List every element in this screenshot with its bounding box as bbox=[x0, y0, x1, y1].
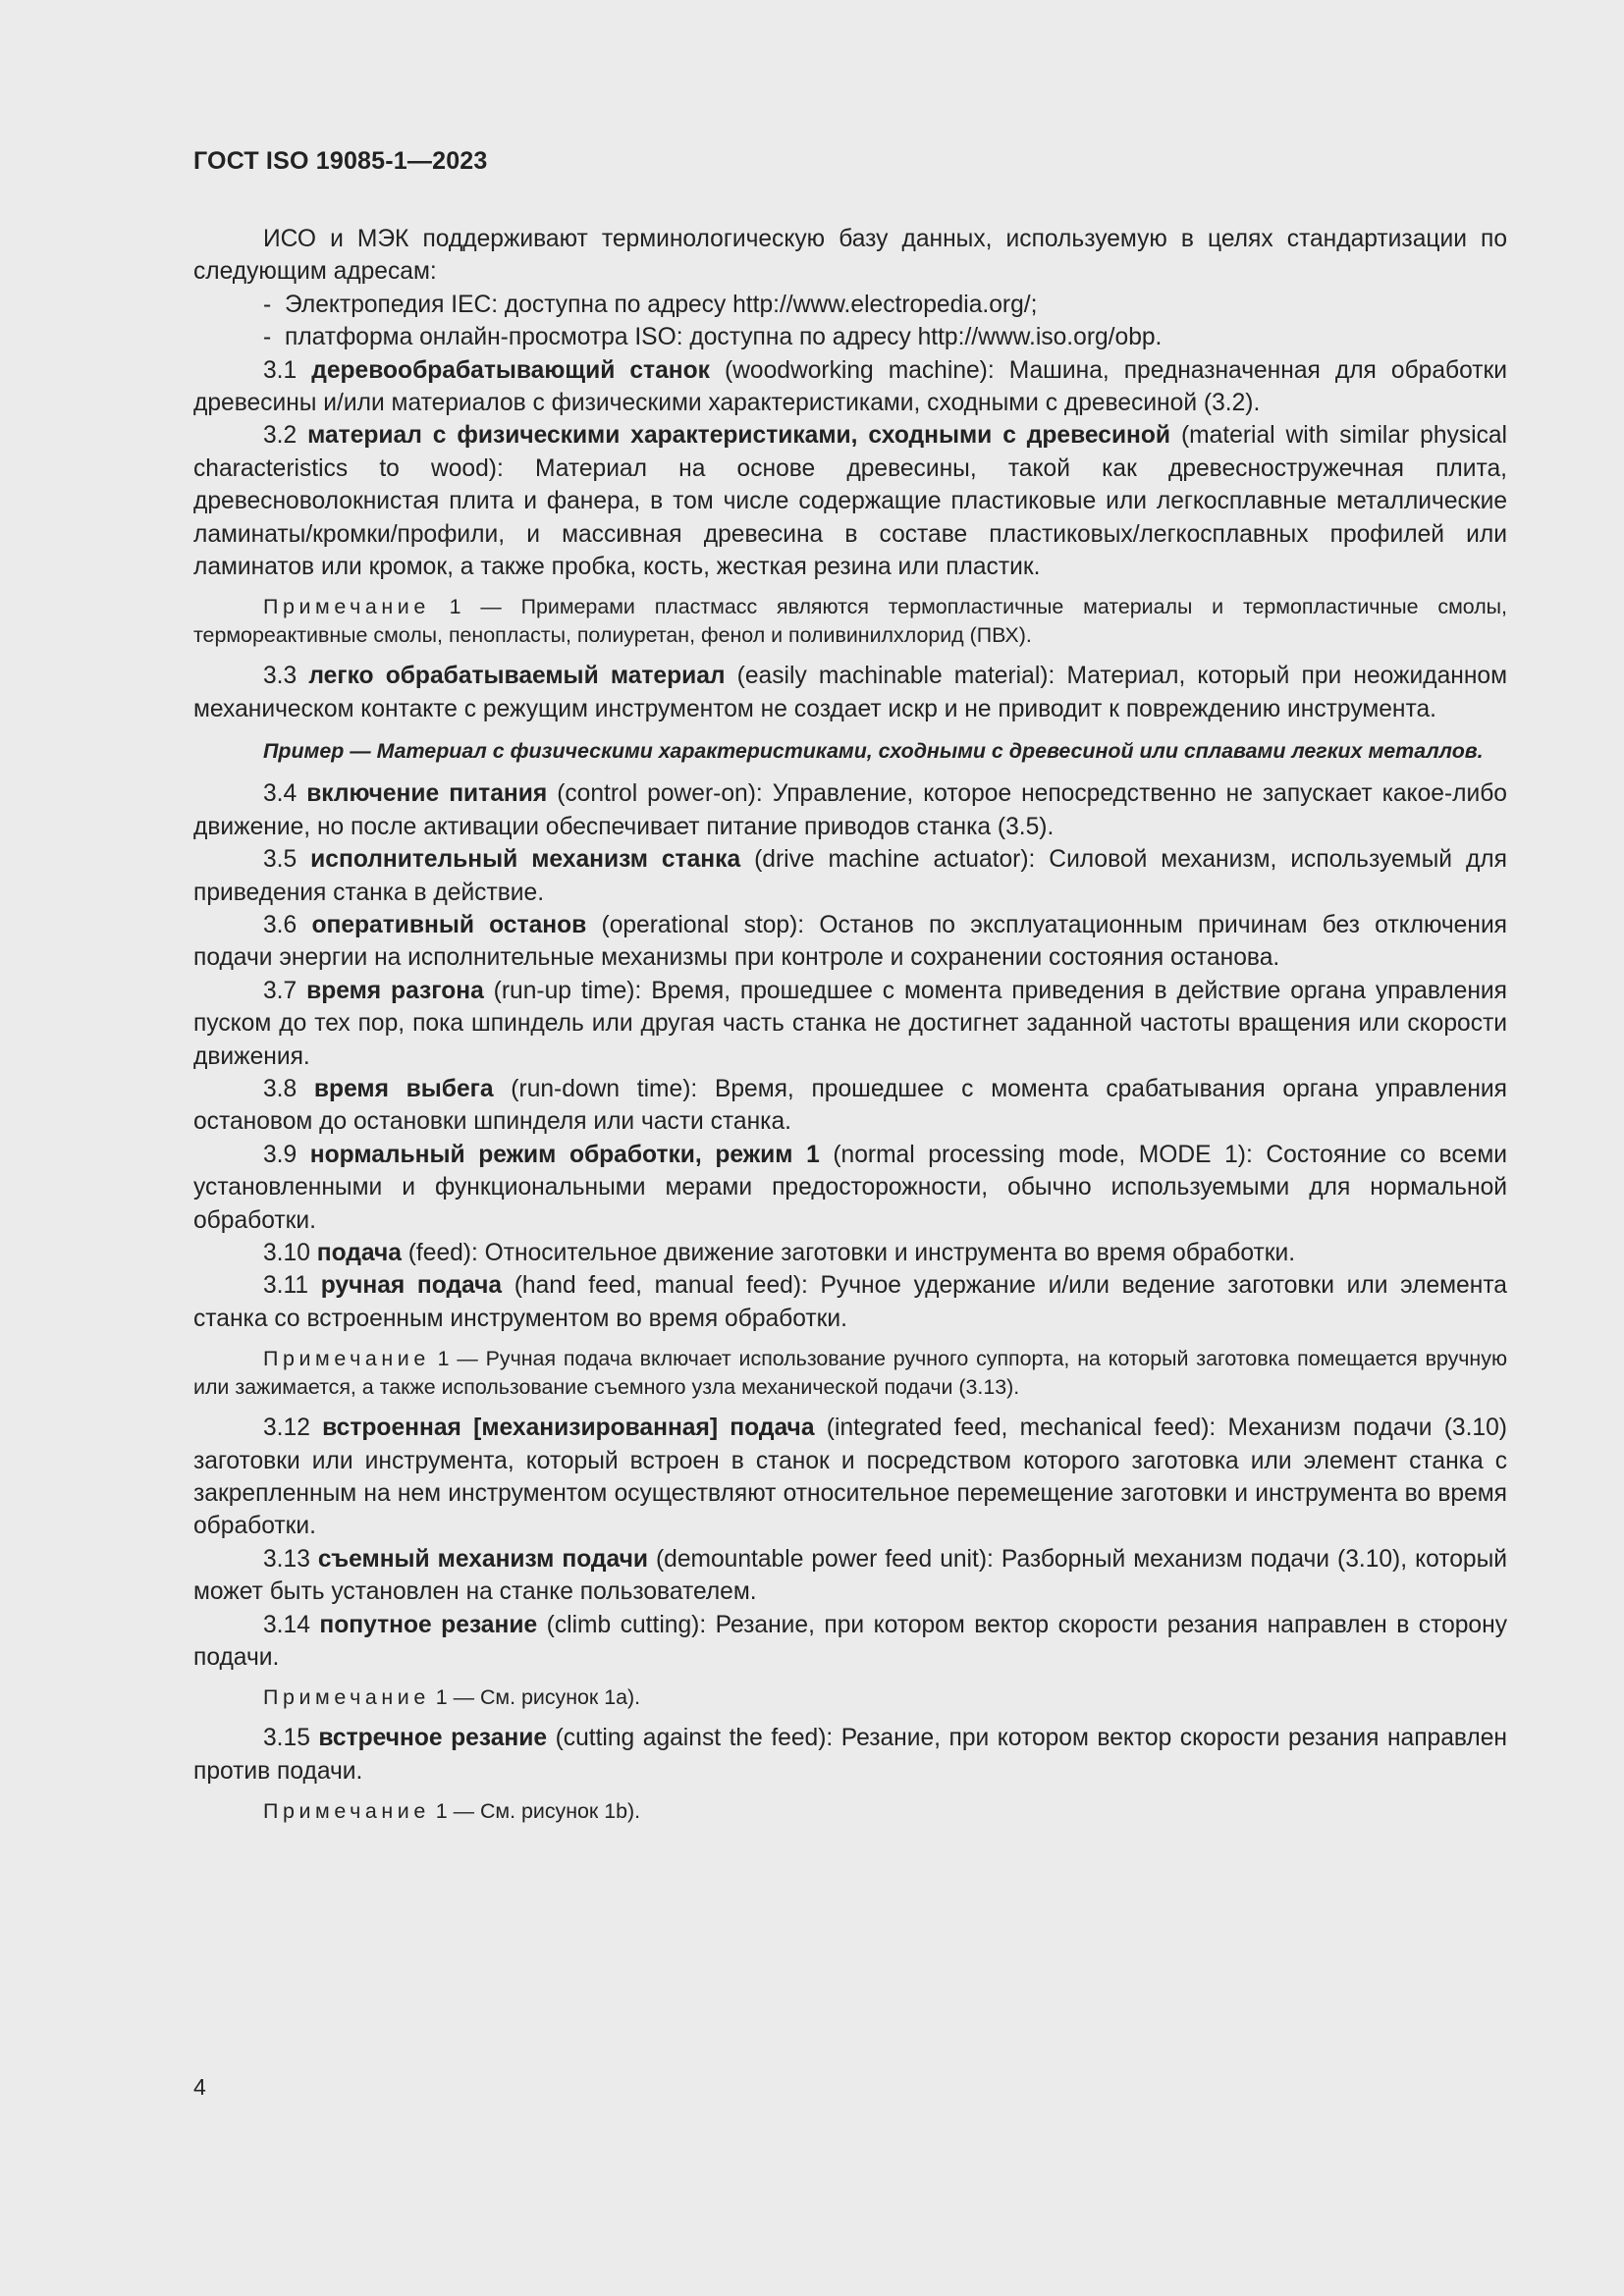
term-definition: (cutting against the feed): Резание, при котором вектор скорости резания направлен против подачи. bbox=[193, 1725, 1507, 1785]
dash-bullet-icon: - bbox=[263, 291, 272, 318]
list-item-text: платформа онлайн-просмотра ISO: доступна по адресу http://www.iso.org/obp. bbox=[285, 324, 1163, 351]
term-3-13 bbox=[193, 1543, 1507, 1609]
term-number: 3.14 bbox=[263, 1611, 310, 1638]
term-number: 3.7 bbox=[263, 977, 298, 1004]
list-item bbox=[193, 289, 1507, 321]
term-3-2 bbox=[193, 419, 1507, 583]
term-title: материал с физическими характеристиками, сходными с древесиной bbox=[307, 422, 1171, 450]
term-3-10 bbox=[193, 1237, 1507, 1269]
term-number: 3.4 bbox=[263, 780, 298, 808]
term-3-14 bbox=[193, 1609, 1507, 1675]
term-3-15 bbox=[193, 1722, 1507, 1788]
term-title: встречное резание bbox=[318, 1725, 548, 1752]
term-number: 3.10 bbox=[263, 1239, 310, 1266]
term-3-9 bbox=[193, 1139, 1507, 1237]
term-number: 3.15 bbox=[263, 1725, 310, 1752]
term-number: 3.9 bbox=[263, 1141, 298, 1168]
note-text: 1 — Примерами пластмасс являются термопластичные материалы и термопластичные смолы, термореактивные смолы, пенопласты, полиуретан, фенол и поливинилхлорид (ПВХ). bbox=[193, 595, 1507, 648]
term-title: попутное резание bbox=[319, 1611, 538, 1638]
term-title: ручная подача bbox=[320, 1272, 503, 1300]
term-definition: (hand feed, manual feed): Ручное удержание и/или ведение заготовки или элемента станка со встроенным инструментом во время обработки. bbox=[193, 1272, 1507, 1332]
term-3-1 bbox=[193, 354, 1507, 420]
term-number: 3.5 bbox=[263, 846, 298, 874]
term-number: 3.12 bbox=[263, 1415, 310, 1442]
term-title: время разгона bbox=[306, 977, 484, 1004]
term-definition: (easily machinable material): Материал, который при неожиданном механическом контакте с режущим инструментом не создает искр и не приводит к повреждению инструмента. bbox=[193, 663, 1507, 722]
term-3-6 bbox=[193, 909, 1507, 975]
note-text: 1 — См. рисунок 1a). bbox=[435, 1685, 641, 1710]
term-definition: (control power-on): Управление, которое непосредственно не запускает какое-либо движение, но после активации обеспечивает питание приводов станка (3.5). bbox=[193, 780, 1507, 840]
note-3-15 bbox=[193, 1797, 1507, 1826]
term-number: 3.6 bbox=[263, 911, 298, 938]
note-3-2 bbox=[193, 593, 1507, 650]
note-label: Примечание bbox=[263, 1347, 430, 1371]
term-3-3 bbox=[193, 660, 1507, 725]
term-definition: (integrated feed, mechanical feed): Механизм подачи (3.10) заготовки или инструмента, который встроен в станок и посредством которого заготовка или элемент станка с закрепленным на нем инструментом осуществляют относительное перемещение заготовки и инструмента во время обработки. bbox=[193, 1415, 1507, 1540]
document-body bbox=[193, 223, 1507, 1836]
term-title: деревообрабатывающий станок bbox=[311, 356, 710, 384]
note-3-11 bbox=[193, 1345, 1507, 1402]
term-3-11 bbox=[193, 1269, 1507, 1335]
term-number: 3.8 bbox=[263, 1075, 298, 1102]
note-label: Примечание bbox=[263, 1685, 430, 1710]
list-item bbox=[193, 321, 1507, 353]
term-3-8 bbox=[193, 1073, 1507, 1139]
term-title: легко обрабатываемый материал bbox=[308, 663, 726, 690]
term-3-7 bbox=[193, 975, 1507, 1073]
term-3-4 bbox=[193, 777, 1507, 843]
term-definition: (drive machine actuator): Силовой механизм, используемый для приведения станка в действие. bbox=[193, 846, 1507, 906]
example-3-3: Пример — Материал с физическими характеристиками, сходными с древесиной или сплавами легких металлов. bbox=[263, 739, 1484, 764]
term-definition: (feed): Относительное движение заготовки и инструмента во время обработки. bbox=[401, 1239, 1296, 1266]
term-definition: (material with similar physical characteristics to wood): Материал на основе древесины, такой как древесностружечная плита, древесноволокнистая плита и фанера, в том числе содержащие пластиковые или легкосплавные металлические ламинаты/кромки/профили, и массивная древесина в составе пластиковых/легкосплавных профилей или ламинатов или кромок, а также пробка, кость, жесткая резина или пластик. bbox=[193, 422, 1508, 581]
term-definition: (climb cutting): Резание, при котором вектор скорости резания направлен в сторону подачи. bbox=[193, 1611, 1507, 1672]
document-header: ГОСТ ISO 19085-1—2023 bbox=[193, 147, 488, 175]
note-3-14 bbox=[193, 1683, 1507, 1712]
page-number: 4 bbox=[193, 2074, 206, 2100]
term-number: 3.2 bbox=[263, 422, 298, 450]
term-number: 3.13 bbox=[263, 1545, 310, 1573]
intro-paragraph: ИСО и МЭК поддерживают терминологическую базу данных, используемую в целях стандартизации по следующим адресам: bbox=[193, 226, 1507, 286]
term-definition: (normal processing mode, MODE 1): Состояние со всеми установленными и функциональными мерами предосторожности, обычно используемыми для нормальной обработки. bbox=[193, 1141, 1507, 1234]
term-title: подача bbox=[316, 1239, 402, 1266]
list-item-text: Электропедия IEC: доступна по адресу http://www.electropedia.org/; bbox=[285, 291, 1038, 318]
note-text: 1 — См. рисунок 1b). bbox=[435, 1799, 641, 1824]
dash-bullet-icon: - bbox=[263, 324, 272, 351]
term-title: исполнительный механизм станка bbox=[310, 846, 741, 874]
term-title: включение питания bbox=[306, 780, 548, 808]
note-text: 1 — Ручная подача включает использование ручного суппорта, на который заготовка помещается вручную или зажимается, а также использование съемного узла механической подачи (3.13). bbox=[193, 1347, 1507, 1400]
term-3-5 bbox=[193, 843, 1507, 909]
term-title: нормальный режим обработки, режим 1 bbox=[309, 1141, 820, 1168]
note-label: Примечание bbox=[263, 595, 430, 619]
note-label: Примечание bbox=[263, 1799, 430, 1824]
term-number: 3.1 bbox=[263, 356, 298, 384]
term-number: 3.3 bbox=[263, 663, 298, 690]
term-definition: (run-up time): Время, прошедшее с момента приведения в действие органа управления пуском до тех пор, пока шпиндель или другая часть станка не достигнет заданной частоты вращения или скорости движения. bbox=[193, 977, 1507, 1070]
term-number: 3.11 bbox=[263, 1272, 309, 1300]
term-definition: (woodworking machine): Машина, предназначенная для обработки древесины и/или материалов с физическими характеристиками, сходными с древесиной (3.2). bbox=[193, 356, 1508, 417]
term-definition: (demountable power feed unit): Разборный механизм подачи (3.10), который может быть установлен на станке пользователем. bbox=[193, 1545, 1508, 1606]
term-3-12 bbox=[193, 1412, 1507, 1543]
term-definition: (run-down time): Время, прошедшее с момента срабатывания органа управления остановом до остановки шпинделя или части станка. bbox=[193, 1075, 1507, 1136]
term-title: оперативный останов bbox=[311, 911, 587, 938]
term-definition: (operational stop): Останов по эксплуатационным причинам без отключения подачи энергии на исполнительные механизмы при контроле и сохранении состояния останова. bbox=[193, 911, 1507, 972]
term-title: время выбега bbox=[313, 1075, 494, 1102]
term-title: встроенная [механизированная] подача bbox=[322, 1415, 815, 1442]
term-title: съемный механизм подачи bbox=[317, 1545, 648, 1573]
